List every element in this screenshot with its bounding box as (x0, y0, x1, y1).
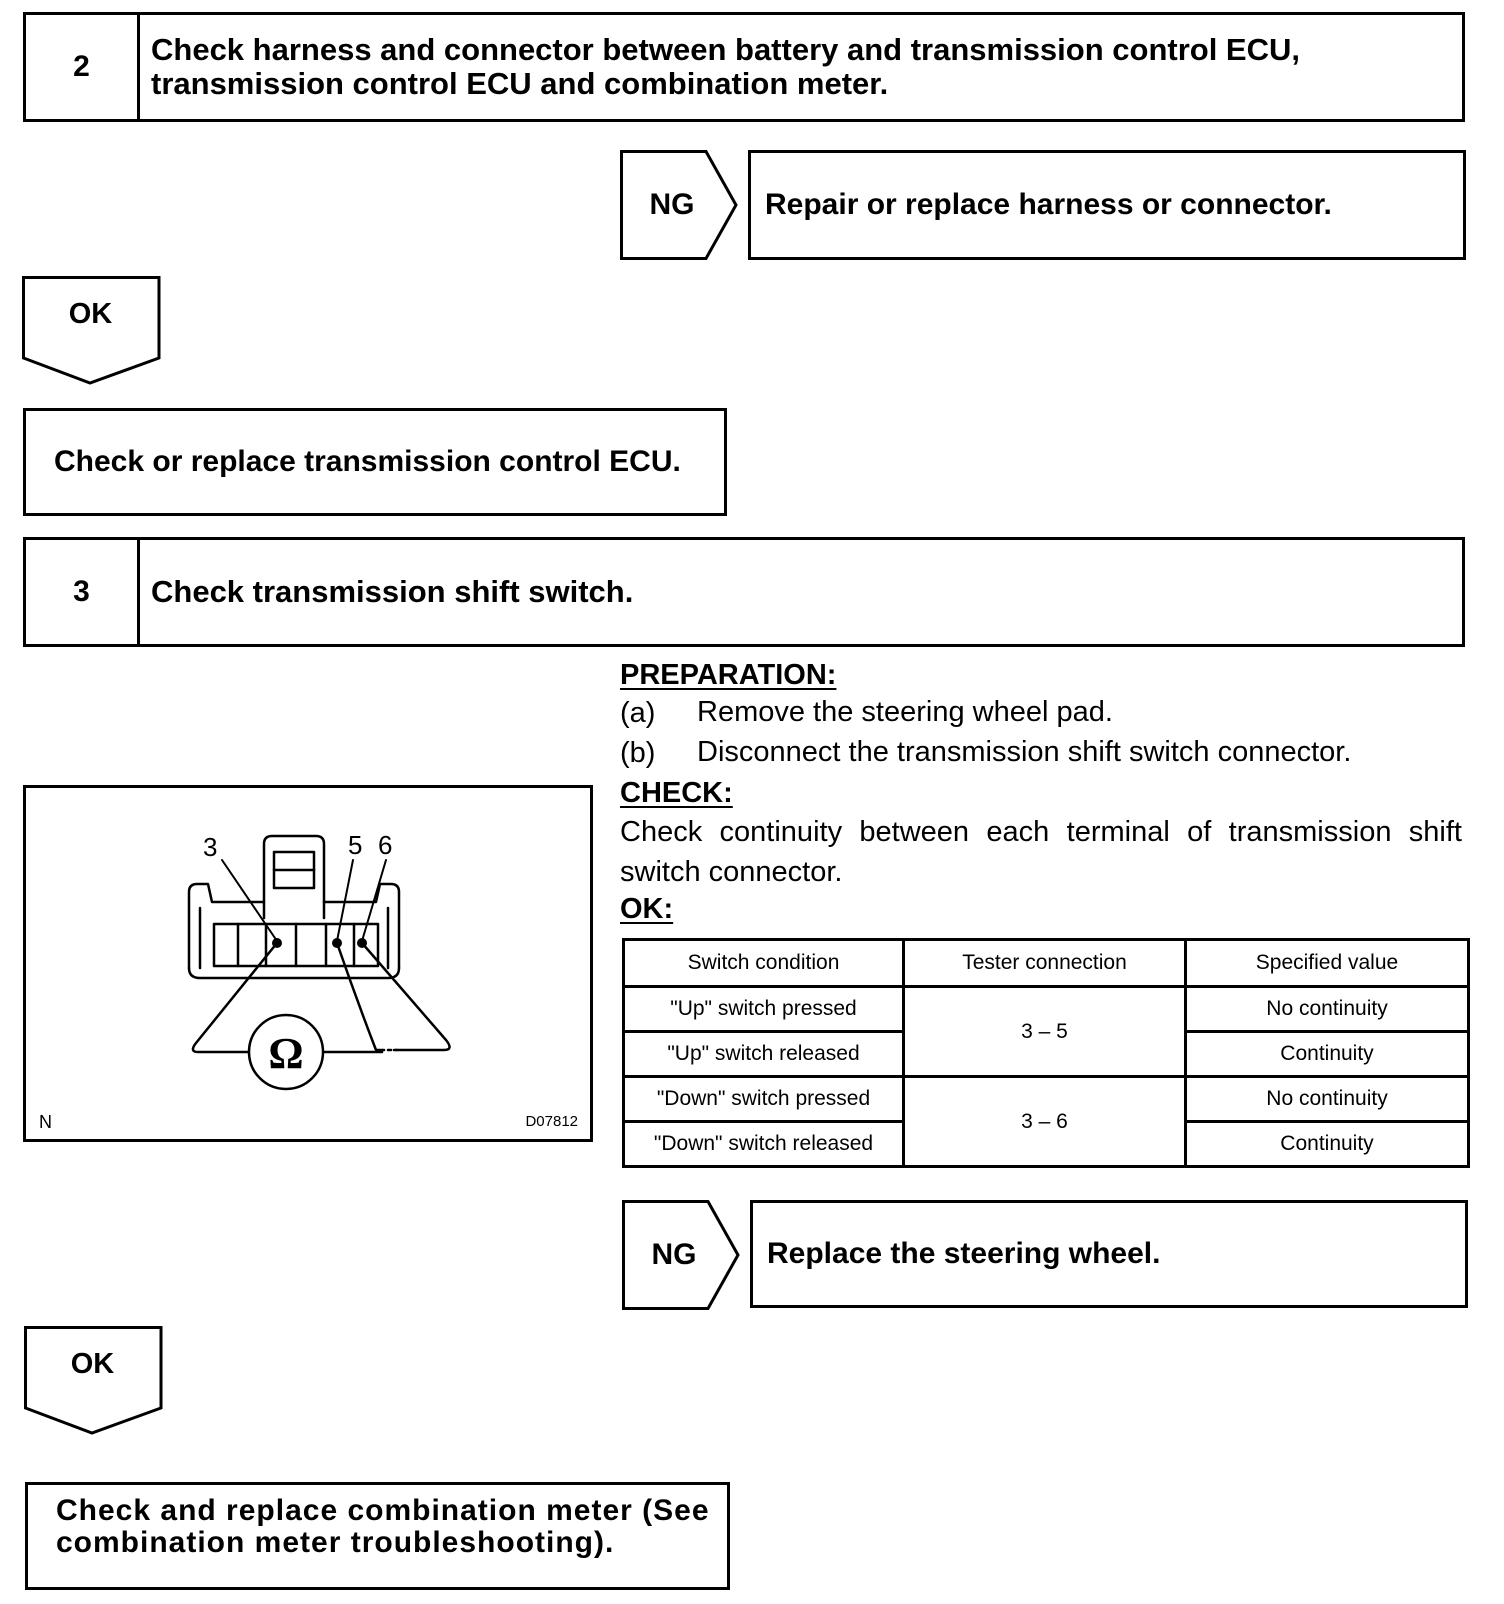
step-2-ng-label: NG (649, 188, 695, 221)
value-cell: Continuity (1186, 1032, 1469, 1077)
header-tester-connection: Tester connection (904, 940, 1186, 987)
step-3-ok-label: OK (70, 1348, 115, 1380)
step-3-ng-result (750, 1200, 1468, 1308)
step-2-ng-tag (620, 150, 742, 260)
tester-cell: 3 – 5 (904, 987, 1186, 1077)
value-cell: No continuity (1186, 1077, 1469, 1122)
figure-corner-label: N (39, 1112, 52, 1132)
header-specified-value: Specified value (1186, 940, 1469, 987)
connector-figure (23, 785, 593, 1142)
step-2-title-line-2: transmission control ECU and combination meter. (151, 66, 889, 101)
step-2-ng-result (748, 150, 1466, 260)
condition-cell: "Down" switch pressed (624, 1077, 904, 1122)
step-2-title (151, 15, 1452, 119)
step-2-ok-tag (22, 276, 162, 388)
condition-cell: "Down" switch released (624, 1122, 904, 1167)
step-2-ok-action: Check or replace transmission control ECU. (54, 445, 681, 478)
ok-arrow-icon (22, 276, 162, 388)
step-3-ng-action: Replace the steering wheel. (767, 1237, 1161, 1270)
table-row (624, 987, 1469, 1032)
step-2-number: 2 (26, 15, 140, 119)
step-3-ng-tag (622, 1200, 744, 1310)
terminal-5-label: 5 (348, 830, 363, 860)
preparation-heading: PREPARATION: (620, 659, 837, 691)
step-3-ok-result (25, 1482, 730, 1590)
step-2-ng-action: Repair or replace harness or connector. (765, 188, 1332, 221)
step-2-header (23, 12, 1465, 122)
prep-item-b-marker: (b) (620, 737, 656, 769)
step-3-number: 3 (26, 540, 140, 644)
spec-table (622, 938, 1470, 1168)
condition-cell: "Up" switch pressed (624, 987, 904, 1032)
prep-item-a-text: Remove the steering wheel pad. (697, 696, 1113, 728)
value-cell: Continuity (1186, 1122, 1469, 1167)
step-3-header (23, 537, 1465, 647)
terminal-3-label: 3 (203, 832, 218, 862)
connector-diagram (26, 788, 590, 1139)
check-text: Check continuity between each terminal of transmission shift switch connector. (620, 816, 1462, 888)
ohm-icon: Ω (268, 1029, 304, 1078)
check-heading: CHECK: (620, 777, 733, 809)
step-2-ok-label: OK (68, 298, 113, 330)
terminal-6-dot (357, 938, 367, 948)
ok-heading: OK: (620, 893, 674, 925)
step-2-title-line-1: Check harness and connector between battery and transmission control ECU, (151, 32, 1300, 67)
step-3-ok-tag (24, 1326, 164, 1438)
step-3-ng-label: NG (651, 1238, 697, 1271)
figure-id: D07812 (525, 1113, 578, 1130)
terminal-3-dot (272, 938, 282, 948)
step-2-ok-result (23, 408, 727, 516)
header-switch-condition: Switch condition (624, 940, 904, 987)
table-row (624, 1077, 1469, 1122)
terminal-5-dot (332, 938, 342, 948)
value-cell: No continuity (1186, 987, 1469, 1032)
step-3-title: Check transmission shift switch. (151, 574, 634, 609)
ok-arrow-icon (24, 1326, 164, 1438)
table-header-row (624, 940, 1469, 987)
condition-cell: "Up" switch released (624, 1032, 904, 1077)
prep-item-b-text: Disconnect the transmission shift switch connector. (697, 736, 1352, 768)
prep-item-a-marker: (a) (620, 697, 656, 729)
terminal-6-label: 6 (378, 830, 393, 860)
step-3-ok-action-line-1: Check and replace combination meter (See (56, 1494, 710, 1527)
tester-cell: 3 – 6 (904, 1077, 1186, 1167)
step-3-ok-action-line-2: combination meter troubleshooting). (56, 1526, 615, 1559)
